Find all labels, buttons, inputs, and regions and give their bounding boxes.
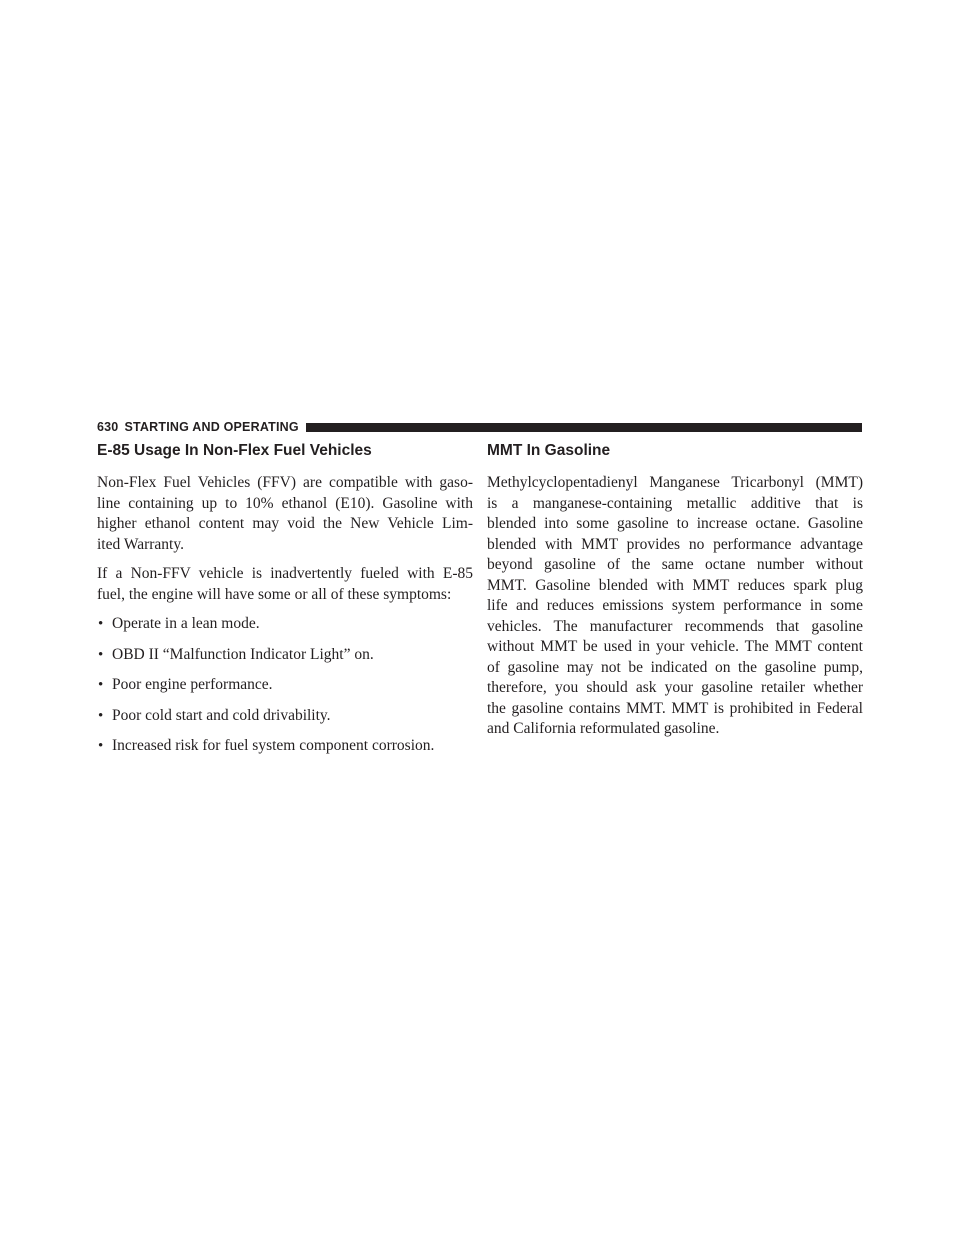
list-item-text: OBD II “Malfunction Indicator Light” on. [112, 645, 374, 663]
list-item [97, 675, 473, 696]
bullet-icon: • [98, 616, 104, 632]
bullet-icon: • [98, 646, 104, 663]
symptoms-list [97, 614, 473, 757]
list-item-text: Operate in a lean mode. [112, 615, 260, 632]
text-line: beyond gasoline of the same octane number without [487, 556, 863, 573]
paragraph-symptoms-intro [97, 564, 473, 605]
text-line: MMT. Gasoline blended with MMT reduces spark plug [487, 576, 863, 594]
text-line: ited Warranty. [97, 535, 184, 553]
section-title: STARTING AND OPERATING [124, 420, 299, 434]
text-line: If a Non-FFV vehicle is inadvertently fueled with E-85 [97, 565, 473, 582]
text-line: Non-Flex Fuel Vehicles (FFV) are compatible with gaso- [97, 474, 473, 491]
heading-e85-usage: E-85 Usage In Non-Flex Fuel Vehicles [97, 442, 372, 459]
text-line: blended with MMT provides no performance advantage [487, 535, 863, 553]
list-item-text: Poor engine performance. [112, 676, 273, 693]
text-line: Methylcyclopentadienyl Manganese Tricarbonyl (MMT) [487, 474, 863, 491]
header-rule [306, 423, 862, 432]
bullet-icon: • [98, 707, 104, 724]
paragraph-mmt [487, 473, 863, 740]
text-line: of gasoline may not be indicated on the gasoline pump, [487, 658, 863, 676]
text-line: the gasoline contains MMT. MMT is prohibited in Federal [487, 699, 863, 717]
text-line: vehicles. The manufacturer recommends that gasoline [487, 617, 863, 635]
paragraph-ffv-compatibility [97, 473, 473, 555]
text-line: and California reformulated gasoline. [487, 720, 720, 737]
heading-mmt-in-gasoline: MMT In Gasoline [487, 442, 611, 459]
text-line: fuel, the engine will have some or all of these symptoms: [97, 585, 452, 603]
list-item [97, 645, 473, 666]
text-line: higher ethanol content may void the New Vehicle Lim- [97, 515, 473, 532]
text-line: life and reduces emissions system performance in some [487, 597, 863, 614]
text-line: blended into some gasoline to increase octane. Gasoline [487, 515, 863, 532]
bullet-icon: • [98, 738, 104, 754]
list-item [97, 706, 473, 727]
text-line: line containing up to 10% ethanol (E10). Gasoline with [97, 494, 473, 512]
page-number: 630 [97, 420, 119, 434]
list-item [97, 736, 473, 757]
left-column [97, 439, 473, 767]
list-item-text: Poor cold start and cold drivability. [112, 706, 331, 724]
text-line: is a manganese-containing metallic additive that is [487, 494, 863, 512]
right-column [487, 439, 863, 749]
list-item-text: Increased risk for fuel system component corrosion. [112, 737, 435, 754]
running-header [97, 418, 862, 436]
text-line: without MMT be used in your vehicle. The MMT content [487, 638, 863, 655]
text-line: therefore, you should ask your gasoline retailer whether [487, 679, 863, 696]
list-item [97, 614, 473, 635]
bullet-icon: • [98, 677, 104, 693]
